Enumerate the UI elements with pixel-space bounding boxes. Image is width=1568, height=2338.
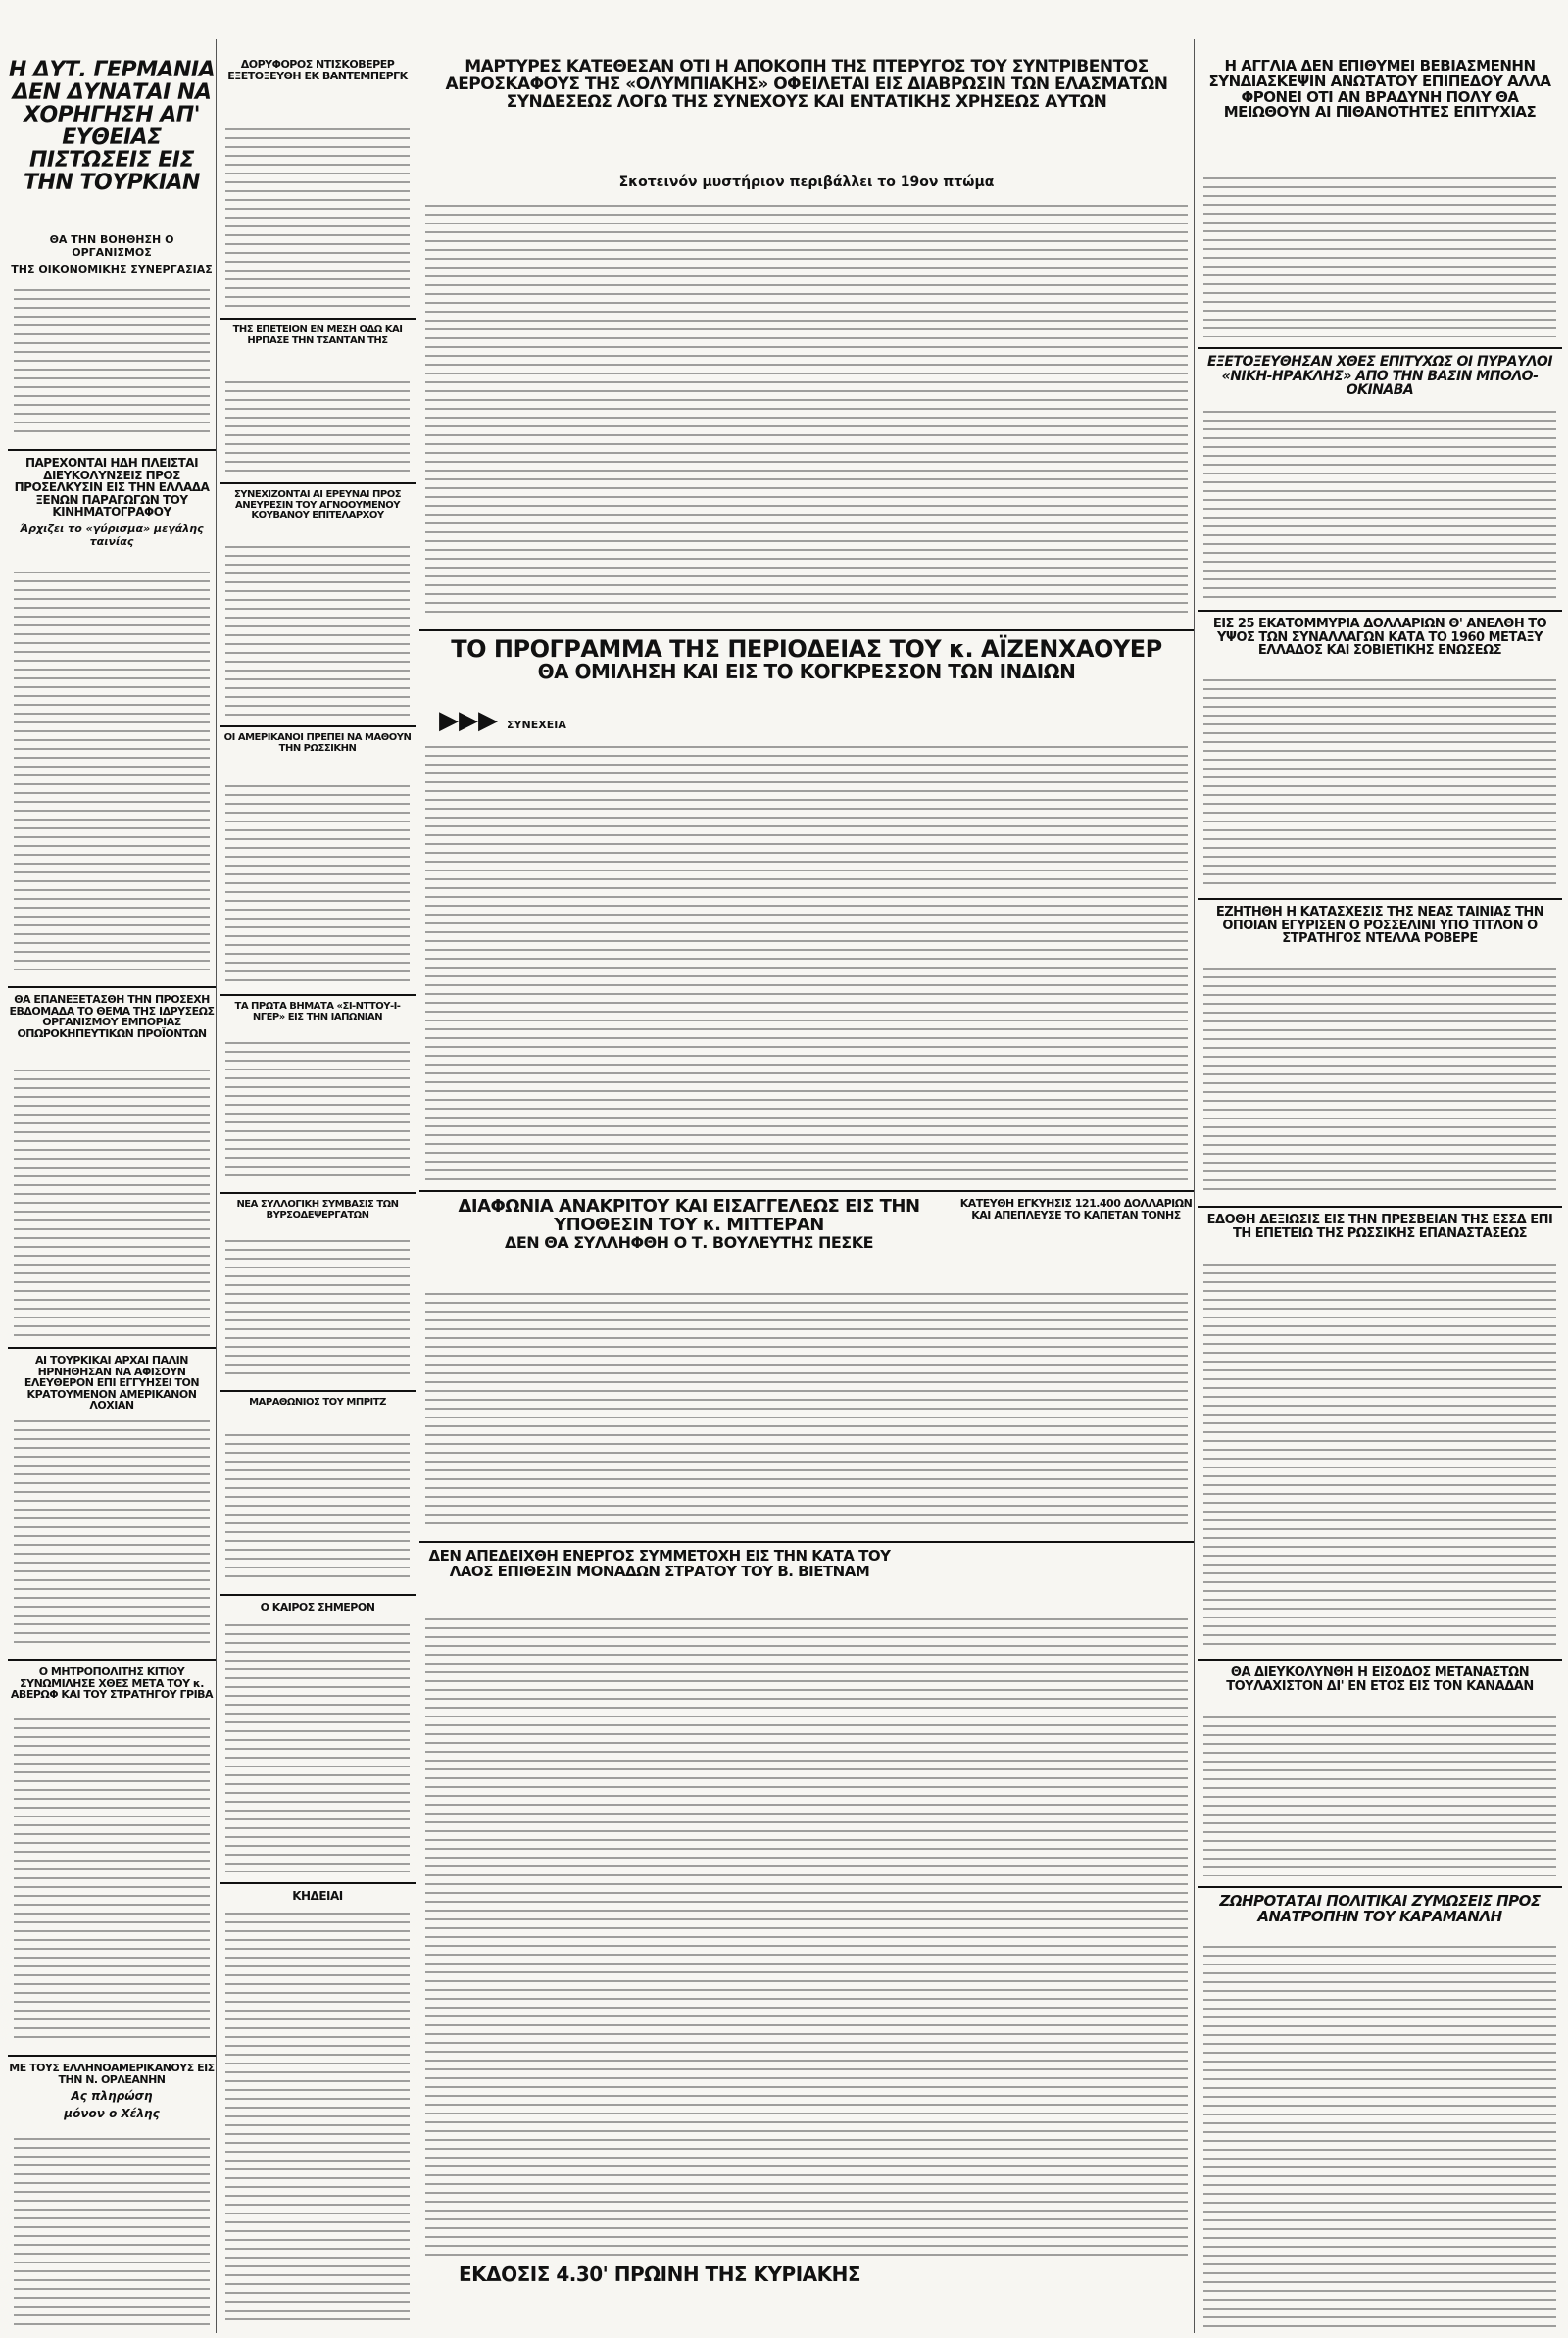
reception-headline: ΕΔΟΘΗ ΔΕΞΙΩΣΙΣ ΕΙΣ ΤΗΝ ΠΡΕΣΒΕΙΑΝ ΤΗΣ ΕΣΣΔ ΕΠΙ ΤΗ ΕΠΕΤΕΙΩ ΤΗΣ ΡΩΣΣΙΚΗΣ ΕΠΑΝΑΣΤΑΣΕΩΣ	[1206, 1213, 1553, 1241]
orleans-sub-2: μόνον ο Χέλης	[64, 2107, 160, 2121]
cinema-headline: ΠΑΡΕΧΟΝΤΑΙ ΗΔΗ ΠΛΕΙΣΤΑΙ ΔΙΕΥΚΟΛΥΝΣΕΙΣ ΠΡΟΣ ΠΡΟΣΕΛΚΥΣΙΝ ΕΙΣ ΤΗΝ ΕΛΛΑΔΑ ΞΕΝΩΝ ΠΑΡΑΓΩΓΩΝ ΤΟΥ ΚΙΝΗΜΑΤΟΓΡΑΦΟΥ	[14, 456, 210, 520]
satellite-headline: ΔΟΡΥΦΟΡΟΣ ΝΤΙΣΚΟΒΕΡΕΡ ΕΞΕΤΟΞΕΥΘΗ ΕΚ ΒΑΝΤΕΜΠΕΡΓΚ	[227, 59, 408, 82]
mitteran-headline: ΔΙΑΦΩΝΙΑ ΑΝΑΚΡΙΤΟΥ ΚΑΙ ΕΙΣΑΓΓΕΛΕΩΣ ΕΙΣ ΤΗΝ ΥΠΟΘΕΣΙΝ ΤΟΥ κ. ΜΙΤΤΕΡΑΝ	[458, 1196, 920, 1235]
lead-headline: Η ΔΥΤ. ΓΕΡΜΑΝΙΑ ΔΕΝ ΔΥΝΑΤΑΙ ΝΑ ΧΟΡΗΓΗΣΗ ΑΠ' ΕΥΘΕΙΑΣ ΠΙΣΤΩΣΕΙΣ ΕΙΣ ΤΗΝ ΤΟΥΡΚΙΑΝ	[8, 59, 216, 196]
canada-headline: ΘΑ ΔΙΕΥΚΟΛΥΝΘΗ Η ΕΙΣΟΔΟΣ ΜΕΤΑΝΑΣΤΩΝ ΤΟΥΛΑΧΙΣΤΟΝ ΔΙ' ΕΝ ΕΤΟΣ ΕΙΣ ΤΟΝ ΚΑΝΑΔΑΝ	[1226, 1666, 1534, 1694]
turkey-headline: ΑΙ ΤΟΥΡΚΙΚΑΙ ΑΡΧΑΙ ΠΑΛΙΝ ΗΡΝΗΘΗΣΑΝ ΝΑ ΑΦΙΣΟΥΝ ΕΛΕΥΘΕΡΟΝ ΕΠΙ ΕΓΓΥΗΣΕΙ ΤΟΝ ΚΡΑΤΟΥΜΕΝΟΝ ΑΜΕΡΙΚΑΝΟΝ ΛΟΧΙΑΝ	[24, 1354, 200, 1410]
continues-label: ΣΥΝΕΧΕΙΑ	[507, 719, 566, 731]
england-headline: Η ΑΓΓΛΙΑ ΔΕΝ ΕΠΙΘΥΜΕΙ ΒΕΒΙΑΣΜΕΝΗΝ ΣΥΝΔΙΑΣΚΕΨΙΝ ΑΝΩΤΑΤΟΥ ΕΠΙΠΕΔΟΥ ΑΛΛΑ ΦΡΟΝΕΙ ΟΤΙ ΑΝ ΒΡΑΔΥΝΗ ΠΟΛΥ ΘΑ ΜΕΙΩΘΟΥΝ ΑΙ ΠΙΘΑΝΟΤΗΤΕΣ ΕΠΙΤΥΧΙΑΣ	[1208, 59, 1551, 122]
marathon-headline: ΜΑΡΑΘΩΝΙΟΣ ΤΟΥ ΜΠΡΙΤΖ	[249, 1397, 386, 1408]
edition-headline: ΕΚΔΟΣΙΣ 4.30' ΠΡΩΙΝΗ ΤΗΣ ΚΥΡΙΑΚΗΣ	[458, 2264, 861, 2286]
collective-headline: ΝΕΑ ΣΥΛΛΟΓΙΚΗ ΣΥΜΒΑΣΙΣ ΤΩΝ ΒΥΡΣΟΔΕΨΕΡΓΑΤΩΝ	[236, 1199, 399, 1220]
lead-sub-2: ΤΗΣ ΟΙΚΟΝΟΜΙΚΗΣ ΣΥΝΕΡΓΑΣΙΑΣ	[11, 263, 213, 275]
column-4	[1198, 39, 1562, 2333]
search-headline: ΣΥΝΕΧΙΖΟΝΤΑΙ ΑΙ ΕΡΕΥΝΑΙ ΠΡΟΣ ΑΝΕΥΡΕΣΙΝ ΤΟΥ ΑΓΝΟΟΥΜΕΝΟΥ ΚΟΥΒΑΝΟΥ ΕΠΙΤΕΛΑΡΧΟΥ	[233, 489, 402, 521]
orleans-headline: ΜΕ ΤΟΥΣ ΕΛΛΗΝΟΑΜΕΡΙΚΑΝΟΥΣ ΕΙΣ ΤΗΝ Ν. ΟΡΛΕΑΝΗΝ	[9, 2062, 215, 2086]
rossellini-headline: ΕΖΗΤΗΘΗ Η ΚΑΤΑΣΧΕΣΙΣ ΤΗΣ ΝΕΑΣ ΤΑΙΝΙΑΣ ΤΗΝ ΟΠΟΙΑΝ ΕΓΥΡΙΣΕΝ Ο ΡΟΣΣΕΛΙΝΙ ΥΠΟ ΤΙΤΛΟΝ Ο ΣΤΡΑΤΗΓΟΣ ΝΤΕΛΛΑ ΡΟΒΕΡΕ	[1215, 905, 1544, 947]
olympic-sub: Σκοτεινόν μυστήριον περιβάλλει το 19ον πτώμα	[618, 174, 995, 190]
anniversary-headline: ΤΗΣ ΕΠΕΤΕΙΟΝ ΕΝ ΜΕΣΗ ΟΔΩ ΚΑΙ ΗΡΠΑΣΕ ΤΗΝ ΤΣΑΝΤΑΝ ΤΗΣ	[232, 324, 403, 346]
steps-headline: ΤΑ ΠΡΩΤΑ ΒΗΜΑΤΑ «ΣΙ-ΝΤΤΟΥ-Ι-ΝΓΕΡ» ΕΙΣ ΤΗΝ ΙΑΠΩΝΙΑΝ	[234, 1001, 401, 1022]
mitteran-sub: ΔΕΝ ΘΑ ΣΥΛΛΗΦΘΗ Ο Τ. ΒΟΥΛΕΥΤΗΣ ΠΕΣΚΕ	[504, 1232, 874, 1252]
kition-headline: Ο ΜΗΤΡΟΠΟΛΙΤΗΣ ΚΙΤΙΟΥ ΣΥΝΩΜΙΛΗΣΕ ΧΘΕΣ ΜΕΤΑ ΤΟΥ κ. ΑΒΕΡΩΦ ΚΑΙ ΤΟΥ ΣΤΡΑΤΗΓΟΥ ΓΡΙΒΑ	[10, 1666, 214, 1702]
funeral-headline: ΚΗΔΕΙΑΙ	[292, 1889, 343, 1902]
eisenhower-headline: ΤΟ ΠΡΟΓΡΑΜΜΑ ΤΗΣ ΠΕΡΙΟΔΕΙΑΣ ΤΟΥ κ. ΑΪΖΕΝΧΑΟΥΕΡ	[451, 635, 1162, 663]
exam-headline: ΘΑ ΕΠΑΝΕΞΕΤΑΣΘΗ ΤΗΝ ΠΡΟΣΕΧΗ ΕΒΔΟΜΑΔΑ ΤΟ ΘΕΜΑ ΤΗΣ ΙΔΡΥΣΕΩΣ ΟΡΓΑΝΙΣΜΟΥ ΕΜΠΟΡΙΑΣ ΟΠΩΡΟΚΗΠΕΥΤΙΚΩΝ ΠΡΟΪΟΝΤΩΝ	[9, 993, 215, 1040]
column-1	[8, 39, 217, 2333]
orleans-sub-1: Ας πληρώση	[71, 2089, 153, 2104]
column-3	[419, 39, 1195, 2333]
olympic-headline: ΜΑΡΤΥΡΕΣ ΚΑΤΕΘΕΣΑΝ ΟΤΙ Η ΑΠΟΚΟΠΗ ΤΗΣ ΠΤΕΡΥΓΟΣ ΤΟΥ ΣΥΝΤΡΙΒΕΝΤΟΣ ΑΕΡΟΣΚΑΦΟΥΣ ΤΗΣ «ΟΛΥΜΠΙΑΚΗΣ» ΟΦΕΙΛΕΤΑΙ ΕΙΣ ΔΙΑΒΡΩΣΙΝ ΤΩΝ ΕΛΑΣΜΑΤΩΝ ΣΥΝΔΕΣΕΩΣ ΛΟΓΩ ΤΗΣ ΣΥΝΕΧΟΥΣ ΚΑΙ ΕΝΤΑΤΙΚΗΣ ΧΡΗΣΕΩΣ ΑΥΤΩΝ	[445, 59, 1168, 112]
arrows-icon: ▶▶▶ ΣΥΝΕΧΕΙΑ	[439, 706, 566, 735]
nike-headline: ΕΞΕΤΟΞΕΥΘΗΣΑΝ ΧΘΕΣ ΕΠΙΤΥΧΩΣ ΟΙ ΠΥΡΑΥΛΟΙ «ΝΙΚΗ-ΗΡΑΚΛΗΣ» ΑΠΟ ΤΗΝ ΒΑΣΙΝ ΜΠΟΛΟ-ΟΚΙΝΑΒΑ	[1206, 354, 1553, 399]
dollars-headline: ΕΙΣ 25 ΕΚΑΤΟΜΜΥΡΙΑ ΔΟΛΛΑΡΙΩΝ Θ' ΑΝΕΛΘΗ ΤΟ ΥΨΟΣ ΤΩΝ ΣΥΝΑΛΛΑΓΩΝ ΚΑΤΑ ΤΟ 1960 ΜΕΤΑΞΥ ΕΛΛΑΔΟΣ ΚΑΙ ΣΟΒΙΕΤΙΚΗΣ ΕΝΩΣΕΩΣ	[1212, 617, 1547, 659]
eisenhower-sub: ΘΑ ΟΜΙΛΗΣΗ ΚΑΙ ΕΙΣ ΤΟ ΚΟΓΚΡΕΣΣΟΝ ΤΩΝ ΙΝΔΙΩΝ	[537, 660, 1076, 684]
tony-headline: ΚΑΤΕΥΘΗ ΕΓΚΥΗΣΙΣ 121.400 ΔΟΛΛΑΡΙΩΝ ΚΑΙ ΑΠΕΠΛΕΥΣΕ ΤΟ ΚΑΠΕΤΑΝ ΤΟΝΗΣ	[959, 1197, 1193, 1221]
russian-headline: ΟΙ ΑΜΕΡΙΚΑΝΟΙ ΠΡΕΠΕΙ ΝΑ ΜΑΘΟΥΝ ΤΗΝ ΡΩΣΣΙΚΗΝ	[223, 732, 412, 754]
cinema-sub: Άρχιζει το «γύρισμα» μεγάλης ταινίας	[20, 522, 204, 548]
column-2	[220, 39, 416, 2333]
weather-headline: Ο ΚΑΙΡΟΣ ΣΗΜΕΡΟΝ	[260, 1601, 375, 1614]
cuba-headline: ΖΩΗΡΟΤΑΤΑΙ ΠΟΛΙΤΙΚΑΙ ΖΥΜΩΣΕΙΣ ΠΡΟΣ ΑΝΑΤΡΟΠΗΝ ΤΟΥ ΚΑΡΑΜΑΝΛΗ	[1219, 1892, 1541, 1925]
lead-sub-1: ΘΑ ΤΗΝ ΒΟΗΘΗΣΗ Ο ΟΡΓΑΝΙΣΜΟΣ	[49, 233, 174, 259]
laos-headline: ΔΕΝ ΑΠΕΔΕΙΧΘΗ ΕΝΕΡΓΟΣ ΣΥΜΜΕΤΟΧΗ ΕΙΣ ΤΗΝ ΚΑΤΑ ΤΟΥ ΛΑΟΣ ΕΠΙΘΕΣΙΝ ΜΟΝΑΔΩΝ ΣΤΡΑΤΟΥ ΤΟΥ Β. ΒΙΕΤΝΑΜ	[428, 1547, 891, 1580]
